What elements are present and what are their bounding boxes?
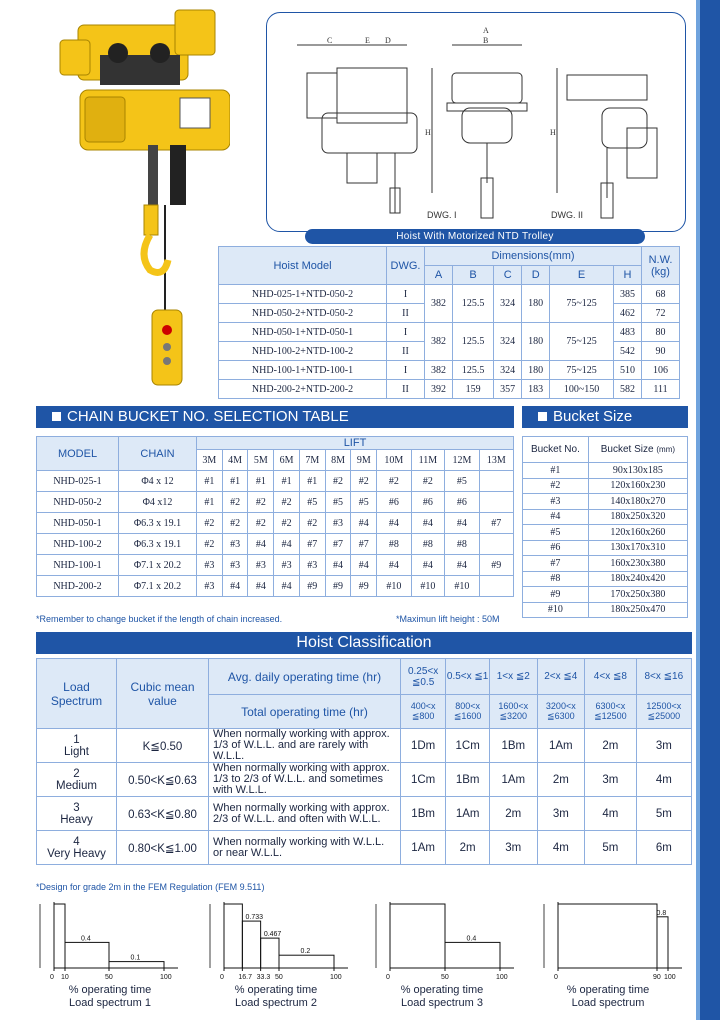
col-avg-range: 2<x ≦4 xyxy=(537,659,585,695)
max-lift-note: *Maximun lift height : 50M xyxy=(396,614,500,624)
dim-label-d: D xyxy=(385,36,391,45)
x-tick-label: 100 xyxy=(496,974,508,980)
col-h: H xyxy=(613,266,641,285)
x-tick-label: 0 xyxy=(554,974,558,980)
step-bar xyxy=(65,942,109,968)
step-label: 0.4 xyxy=(466,935,477,943)
col-d: D xyxy=(522,266,550,285)
bucket-size-title-bar: Bucket Size xyxy=(522,406,688,428)
hoist-classification-table xyxy=(36,658,692,865)
x-tick-label: 0 xyxy=(220,974,224,980)
hoist-photo xyxy=(40,5,230,390)
col-lift-9: 12M xyxy=(445,450,479,471)
table-row: #6 130x170x310 xyxy=(523,540,688,556)
x-tick-label: 10 xyxy=(61,974,69,980)
x-tick-label: 50 xyxy=(105,974,113,980)
x-tick-label: 90 xyxy=(653,974,661,980)
chart-label-1: % operating time Load spectrum 1 xyxy=(68,984,152,1009)
x-tick-label: 0 xyxy=(386,974,390,980)
table-row: NHD-100-1 Φ7.1 x 20.2 #3 #3 #3 #3 #3 #4 #4 #4 #4 #4 #9 xyxy=(37,555,514,576)
classification-title-bar: Hoist Classification xyxy=(36,632,692,654)
table-row: NHD-200-2+NTD-200-2 II 392 159 357 183 100~150 582 111 xyxy=(219,380,680,399)
table-row: NHD-025-1+NTD-050-2 I 382 125.5 324 180 75~125 385 68 xyxy=(219,285,680,304)
square-bullet-icon xyxy=(538,412,547,421)
step-bar xyxy=(54,904,65,968)
col-total-range: 3200<x ≦6300 xyxy=(537,695,585,729)
col-load-spectrum: Load Spectrum xyxy=(37,659,117,729)
col-avg-daily: Avg. daily operating time (hr) xyxy=(209,659,401,695)
col-chain: CHAIN xyxy=(119,437,197,471)
dim-label-c: C xyxy=(327,36,333,45)
table-row: NHD-100-2 Φ6.3 x 19.1 #2 #3 #4 #4 #7 #7 #7 #8 #8 #8 xyxy=(37,534,514,555)
square-bullet-icon xyxy=(52,412,61,421)
spectrum-chart-4 xyxy=(540,898,690,980)
bucket-note: *Remember to change bucket if the length of chain increased. xyxy=(36,614,283,624)
col-lift: LIFT xyxy=(197,437,514,450)
col-total-range: 1600<x ≦3200 xyxy=(490,695,538,729)
step-bar xyxy=(279,955,334,968)
table-row: #10 180x250x470 xyxy=(523,602,688,618)
col-e: E xyxy=(550,266,614,285)
table-row: NHD-025-1 Φ4 x 12 #1 #1 #1 #1 #1 #2 #2 #2 #2 #5 xyxy=(37,471,514,492)
chain-bucket-selection-table xyxy=(36,436,514,597)
col-bucket-size: Bucket Size (mm) xyxy=(588,437,687,463)
col-avg-range: 1<x ≦2 xyxy=(490,659,538,695)
step-label: 0.8 xyxy=(656,909,667,917)
page-side-stripe xyxy=(700,0,720,1020)
step-bar xyxy=(242,921,260,968)
x-tick-label: 100 xyxy=(330,974,342,980)
table-row: 1 Light K≦0.50 When normally working with approx. 1/3 of W.L.L. and are rarely with W.L.L. 1Dm 1Cm 1Bm 1Am 2m 3m xyxy=(37,729,692,763)
table-row: 2 Medium 0.50<K≦0.63 When normally working with approx. 1/3 to 2/3 of W.L.L. and sometimes with W.L.L. 1Cm 1Bm 1Am 2m 3m 4m xyxy=(37,763,692,797)
x-tick-label: 50 xyxy=(275,974,283,980)
x-tick-label: 100 xyxy=(664,974,676,980)
table-row: #1 90x130x185 xyxy=(523,463,688,479)
col-dimensions: Dimensions(mm) xyxy=(425,247,642,266)
col-lift-1: 4M xyxy=(222,450,248,471)
bucket-size-table xyxy=(522,436,688,618)
step-label: 0.2 xyxy=(300,948,311,956)
spectrum-chart-2 xyxy=(206,898,356,980)
step-label: 0.467 xyxy=(263,931,282,939)
col-avg-range: 4<x ≦8 xyxy=(585,659,637,695)
col-total-time: Total operating time (hr) xyxy=(209,695,401,729)
dim-label-a: A xyxy=(483,26,489,35)
step-bar xyxy=(445,942,500,968)
col-model: MODEL xyxy=(37,437,119,471)
col-hoist-model: Hoist Model xyxy=(219,247,387,285)
x-tick-label: 16.7 xyxy=(238,974,252,980)
table-row: NHD-050-1 Φ6.3 x 19.1 #2 #2 #2 #2 #2 #3 #4 #4 #4 #4 #7 xyxy=(37,513,514,534)
spectrum-chart-3 xyxy=(372,898,522,980)
col-lift-5: 8M xyxy=(325,450,351,471)
col-lift-0: 3M xyxy=(197,450,223,471)
step-bar xyxy=(390,904,445,968)
col-avg-range: 0.5<x ≦1 xyxy=(446,659,490,695)
col-avg-range: 8<x ≦16 xyxy=(636,659,691,695)
col-a: A xyxy=(425,266,453,285)
step-bar xyxy=(109,962,164,968)
table-row: NHD-100-1+NTD-100-1 I 382 125.5 324 180 75~125 510 106 xyxy=(219,361,680,380)
x-tick-label: 33.3 xyxy=(256,974,271,980)
table-row: NHD-100-2+NTD-100-2 II 542 90 xyxy=(219,342,680,361)
col-total-range: 400<x ≦800 xyxy=(401,695,446,729)
table-row: NHD-050-1+NTD-050-1 I 382 125.5 324 180 75~125 483 80 xyxy=(219,323,680,342)
x-tick-label: 50 xyxy=(441,974,449,980)
col-b: B xyxy=(453,266,494,285)
step-label: 0.4 xyxy=(81,935,91,943)
table-row: #7 160x230x380 xyxy=(523,556,688,572)
col-total-range: 12500<x ≦25000 xyxy=(636,695,691,729)
trolley-dimension-table xyxy=(218,246,680,399)
dwg2-label: DWG. II xyxy=(551,210,583,220)
fem-note: *Design for grade 2m in the FEM Regulation (FEM 9.511) xyxy=(36,882,265,892)
dim-label-e: E xyxy=(365,36,370,45)
table-row: NHD-050-2+NTD-050-2 II 462 72 xyxy=(219,304,680,323)
col-lift-3: 6M xyxy=(274,450,300,471)
page-side-stripe-light xyxy=(696,0,700,1020)
col-lift-2: 5M xyxy=(248,450,274,471)
col-nw: N.W. (kg) xyxy=(642,247,680,285)
chart-label-4: % operating time Load spectrum xyxy=(566,984,650,1009)
col-c: C xyxy=(494,266,522,285)
spectrum-chart-1 xyxy=(36,898,186,980)
table-row: NHD-050-2 Φ4 x12 #1 #2 #2 #2 #5 #5 #5 #6 #6 #6 xyxy=(37,492,514,513)
x-tick-label: 0 xyxy=(50,974,54,980)
col-bucket-no: Bucket No. xyxy=(523,437,589,463)
col-lift-8: 11M xyxy=(411,450,445,471)
col-dwg: DWG. xyxy=(387,247,425,285)
col-cubic-mean: Cubic mean value xyxy=(117,659,209,729)
chart-label-2: % operating time Load spectrum 2 xyxy=(234,984,318,1009)
col-lift-10: 13M xyxy=(479,450,513,471)
table-row: NHD-200-2 Φ7.1 x 20.2 #3 #4 #4 #4 #9 #9 #9 #10 #10 #10 xyxy=(37,576,514,597)
table-row: 3 Heavy 0.63<K≦0.80 When normally working with approx. 2/3 of W.L.L. and often with W.L.L. 1Bm 1Am 2m 3m 4m 5m xyxy=(37,797,692,831)
dim-label-b: B xyxy=(483,36,489,45)
col-total-range: 800<x ≦1600 xyxy=(446,695,490,729)
step-label: 0.1 xyxy=(130,954,141,962)
col-lift-6: 9M xyxy=(351,450,377,471)
table-row: #4 180x250x320 xyxy=(523,509,688,525)
step-bar xyxy=(657,917,668,968)
col-total-range: 6300<x ≦12500 xyxy=(585,695,637,729)
x-tick-label: 100 xyxy=(160,974,172,980)
table-row: #9 170x250x380 xyxy=(523,587,688,603)
table-row: #8 180x240x420 xyxy=(523,571,688,587)
table-row: #3 140x180x270 xyxy=(523,494,688,510)
dim-label-h2: H xyxy=(550,128,556,137)
table-row: #2 120x160x230 xyxy=(523,478,688,494)
col-lift-7: 10M xyxy=(377,450,411,471)
step-bar xyxy=(558,904,657,968)
step-bar xyxy=(261,938,279,968)
bucket-selection-title-bar: CHAIN BUCKET NO. SELECTION TABLE xyxy=(36,406,514,428)
trolley-caption: Hoist With Motorized NTD Trolley xyxy=(305,229,645,244)
table-row: 4 Very Heavy 0.80<K≦1.00 When normally working with W.L.L. or near W.L.L. 1Am 2m 3m 4m 5m 6m xyxy=(37,831,692,865)
step-label: 0.733 xyxy=(245,914,264,922)
step-bar xyxy=(224,904,242,968)
col-avg-range: 0.25<x ≦0.5 xyxy=(401,659,446,695)
col-lift-4: 7M xyxy=(299,450,325,471)
chart-label-3: % operating time Load spectrum 3 xyxy=(400,984,484,1009)
dwg1-label: DWG. I xyxy=(427,210,457,220)
table-row: #5 120x160x260 xyxy=(523,525,688,541)
dim-label-h1: H xyxy=(425,128,431,137)
technical-drawing-panel xyxy=(266,12,686,232)
